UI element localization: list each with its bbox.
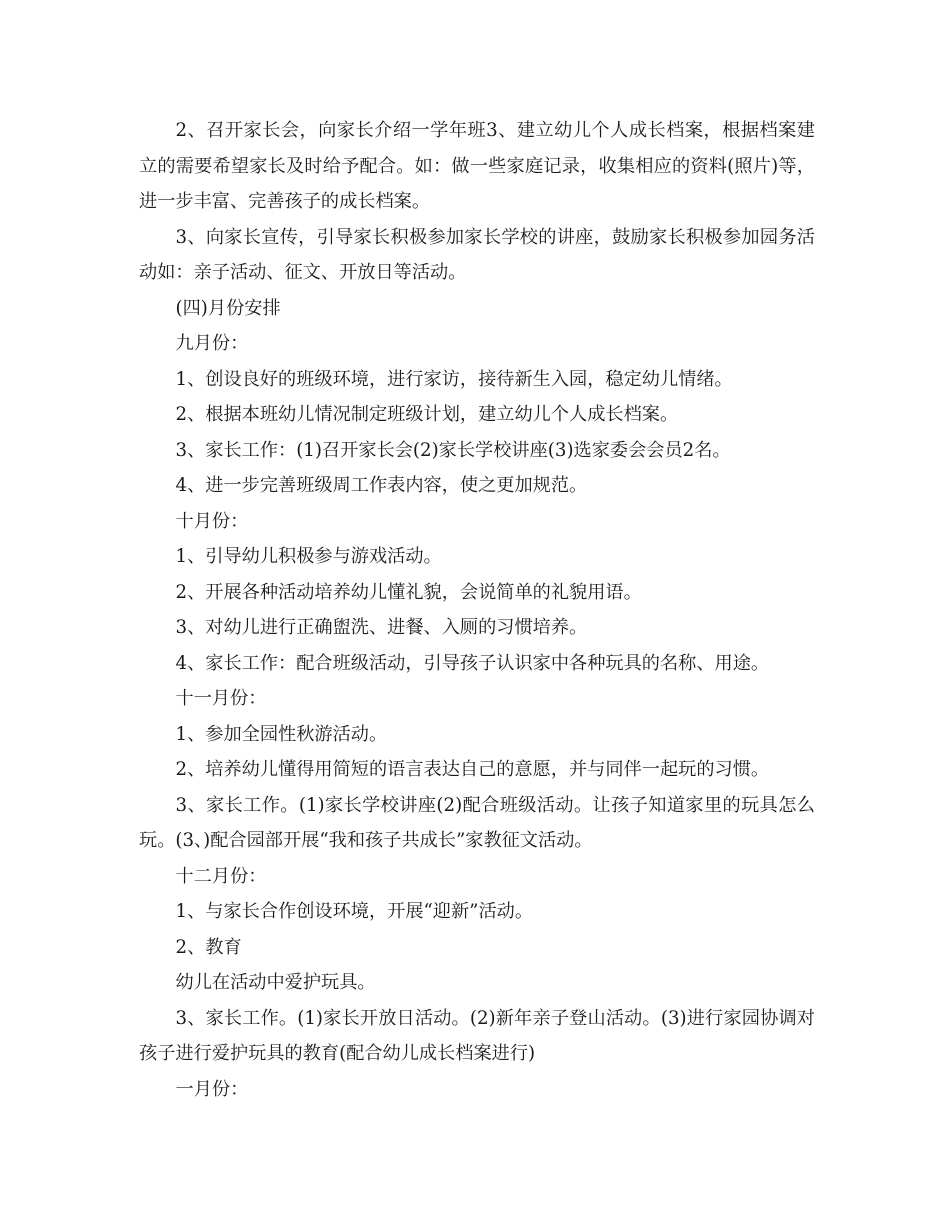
- month-heading-october: 十月份：: [175, 510, 249, 532]
- list-item: 1、与家长合作创设环境，开展“迎新”活动。: [175, 901, 534, 922]
- list-item: 幼儿在活动中爱护玩具。: [175, 972, 376, 993]
- list-item: 2、开展各种活动培养幼儿懂礼貌，会说简单的礼貌用语。: [175, 581, 642, 603]
- list-item: 2、教育: [175, 936, 242, 958]
- month-heading-december: 十二月份：: [175, 865, 267, 887]
- list-item: 1、参加全园性秋游活动。: [175, 723, 388, 745]
- month-heading-september: 九月份：: [175, 333, 249, 354]
- list-item: 4、进一步完善班级周工作表内容，使之更加规范。: [175, 475, 588, 496]
- document-body: [139, 113, 815, 1107]
- list-item: 3、家长工作。(1)家长开放日活动。(2)新年亲子登山活动。(3)进行家园协调对孩子进行爱护玩具的教育(配合幼儿成长档案进行): [139, 1007, 815, 1064]
- paragraph-parent-promotion: 3、向家长宣传，引导家长积极参加家长学校的讲座，鼓励家长积极参加园务活动如：亲子活动、征文、开放日等活动。: [139, 226, 815, 283]
- list-item: 2、培养幼儿懂得用简短的语言表达自己的意愿，并与同伴一起玩的习惯。: [175, 759, 770, 780]
- list-item: 1、引导幼儿积极参与游戏活动。: [175, 546, 442, 567]
- list-item: 4、家长工作：配合班级活动，引导孩子认识家中各种玩具的名称、用途。: [175, 652, 770, 674]
- list-item: 3、家长工作。(1)家长学校讲座(2)配合班级活动。让孩子知道家里的玩具怎么玩。(3、)配合园部开展“我和孩子共成长”家教征文活动。: [139, 794, 815, 851]
- month-heading-november: 十一月份：: [175, 688, 267, 709]
- list-item: 1、创设良好的班级环境，进行家访，接待新生入园，稳定幼儿情绪。: [175, 368, 733, 390]
- list-item: 3、对幼儿进行正确盥洗、进餐、入厕的习惯培养。: [175, 617, 588, 638]
- month-heading-january: 一月份：: [175, 1078, 249, 1100]
- list-item: 3、家长工作：(1)召开家长会(2)家长学校讲座(3)选家委会会员2名。: [175, 439, 731, 461]
- paragraph-parent-meeting: 2、召开家长会，向家长介绍一学年班3、建立幼儿个人成长档案，根据档案建立的需要希望家长及时给予配合。如：做一些家庭记录，收集相应的资料(照片)等，进一步丰富、完善孩子的成长档案。: [139, 120, 815, 212]
- list-item: 2、根据本班幼儿情况制定班级计划，建立幼儿个人成长档案。: [175, 404, 679, 425]
- section-heading-monthly-plan: (四)月份安排: [175, 297, 281, 319]
